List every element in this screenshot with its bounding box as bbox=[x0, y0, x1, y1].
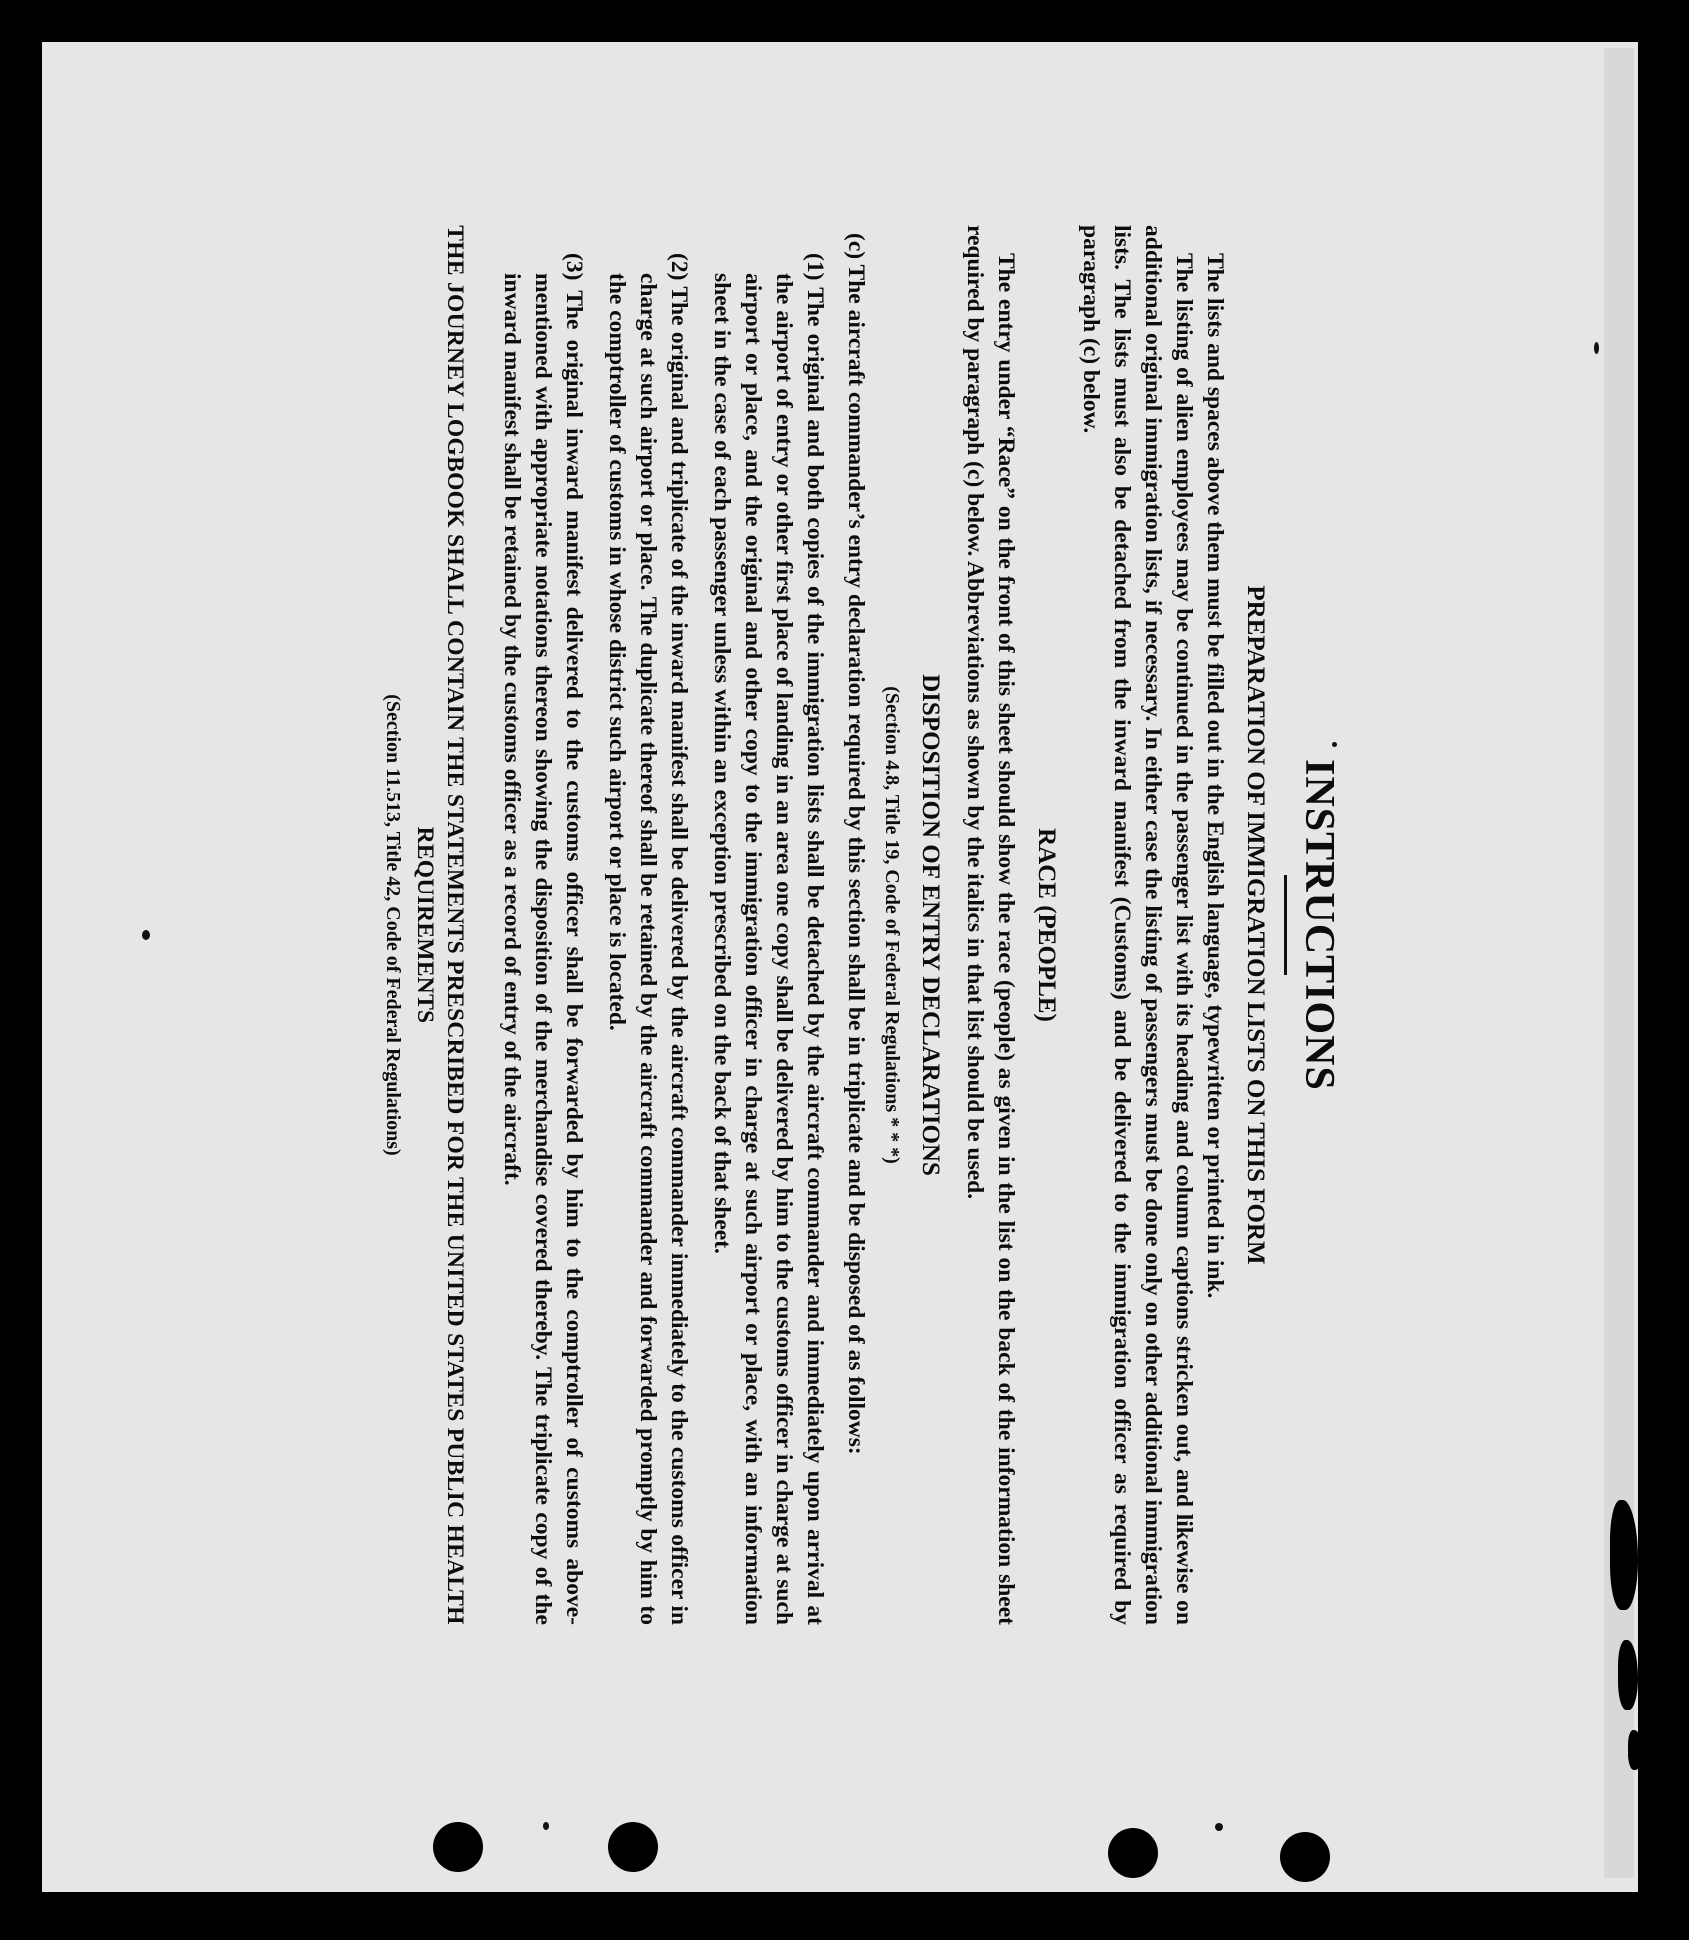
title-underline bbox=[1284, 875, 1287, 975]
punch-hole bbox=[433, 1822, 483, 1872]
paragraph-c-3: (3) The original inward manifest delivered to the customs officer shall be forwarded by him to the comptroller of customs above-mentioned with appropriate notations thereon showing the disposition of the merchandise covered thereby. The triplicate copy of the inward manifest shall be retained by the customs officer as a record of entry of the aircraft. bbox=[499, 253, 587, 1625]
paragraph-c: (c) The aircraft commander’s entry declaration required by this section shall be in triplicate and be disposed of as follows: bbox=[843, 233, 869, 1455]
ink-speck bbox=[1215, 1823, 1223, 1831]
preparation-paragraph-1: The lists and spaces above them must be filled out in the English language, typewritten or printed in ink. bbox=[1202, 253, 1228, 1299]
race-paragraph: The entry under “Race” on the front of this sheet should show the race (people) as given in the list on the back of the information sheet required by paragraph (c) below. Abbreviations as shown by the italics in that list should be used. bbox=[962, 225, 1019, 1625]
punch-hole bbox=[1108, 1828, 1158, 1878]
instructions-content bbox=[255, 225, 1345, 1625]
punch-hole bbox=[608, 1822, 658, 1872]
preparation-heading: PREPARATION OF IMMIGRATION LISTS ON THIS FORM bbox=[1242, 585, 1269, 1265]
public-health-statement: THE JOURNEY LOGBOOK SHALL CONTAIN THE STATEMENTS PRESCRIBED FOR THE UNITED STATES PUBLIC HEALTH REQUIREMENTS bbox=[412, 225, 468, 1625]
ink-speck bbox=[1594, 342, 1599, 354]
paragraph-c-1: (1) The original and both copies of the immigration lists shall be detached by the aircraft commander and immediately upon arrival at the airport of entry or other first place of landing in an area one copy shall be delivered by him to the customs officer in charge at such airport or place, and the original and other copy to the immigration officer in charge at such airport or place, with an information sheet in the case of each passenger unless within an exception prescribed on the back of that sheet. bbox=[709, 253, 828, 1625]
disposition-heading: DISPOSITION OF ENTRY DECLARATIONS bbox=[917, 674, 944, 1176]
torn-edge-mark bbox=[1628, 1730, 1642, 1770]
disposition-citation: (Section 4.8, Title 19, Code of Federal Regulations * * *) bbox=[881, 686, 903, 1164]
preparation-paragraph-2: The listing of alien employees may be continued in the passenger list with its heading and column captions stricken out, and likewise on additional original immigration lists, if necessary. In either case the listing of passengers must be done only on other additional immigration lists. The lists must also be detached from the inward manifest (Customs) and be delivered to the immigration officer as required by paragraph (c) below. bbox=[1078, 225, 1197, 1625]
ink-speck bbox=[543, 1822, 549, 1830]
race-heading: RACE (PEOPLE) bbox=[1033, 828, 1060, 1022]
punch-hole bbox=[1280, 1832, 1330, 1882]
public-health-citation: (Section 11.513, Title 42, Code of Federal Regulations) bbox=[382, 694, 404, 1156]
page-title: INSTRUCTIONS bbox=[1296, 759, 1342, 1091]
ink-speck bbox=[142, 930, 150, 940]
paragraph-c-2: (2) The original and triplicate of the inward manifest shall be delivered by the aircraft commander immediately to the customs officer in charge at such airport or place. The duplicate thereof shall be retained by the aircraft commander and forwarded promptly by him to the comptroller of customs in whose district such airport or place is located. bbox=[604, 253, 692, 1625]
